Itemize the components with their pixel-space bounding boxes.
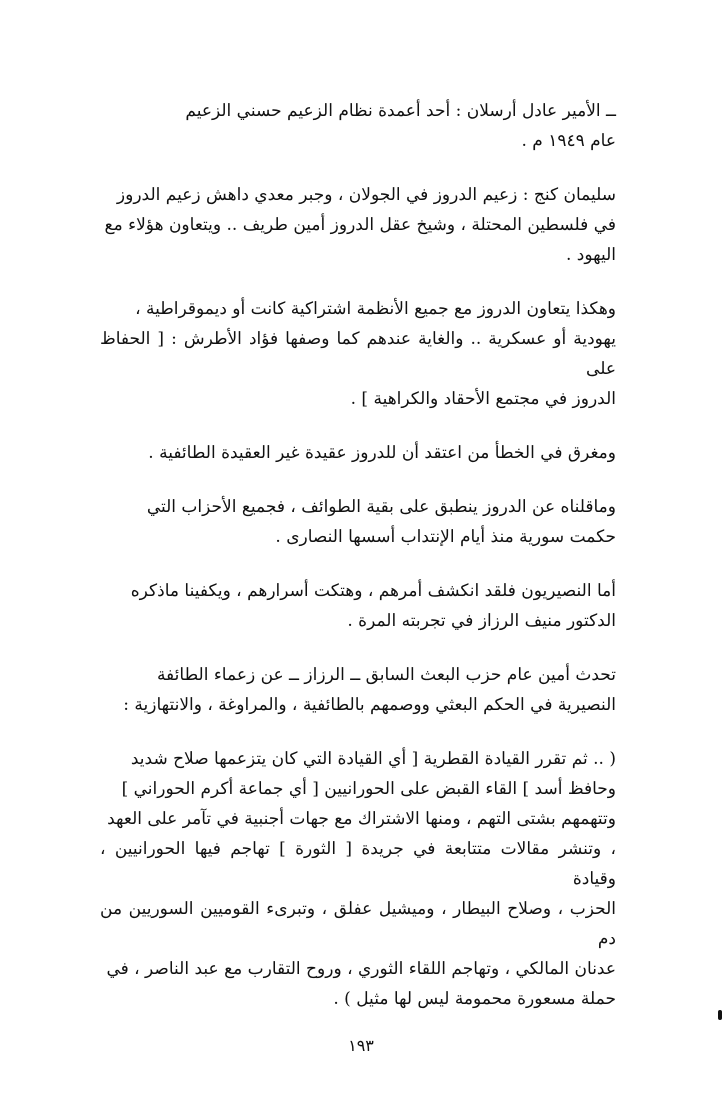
- paragraph-adel-arslan: ــ الأمير عادل أرسلان : أحد أعمدة نظام الزعيم حسني الزعيم عام ١٩٤٩ م .: [185, 101, 616, 151]
- paragraph-druze-cooperation: وهكذا يتعاون الدروز مع جميع الأنظمة اشتراكية كانت أو ديموقراطية ، يهودية أو عسكرية .. والغاية عندهم كما وصفها فؤاد الأطرش : [ الحفاظ على الدروز في مجتمع الأحقاد والكراهية ] .: [100, 299, 616, 409]
- body-text: [100, 96, 616, 1038]
- paragraph-suleiman-kanj: سليمان كنج : زعيم الدروز في الجولان ، وجبر معدي داهش زعيم الدروز في فلسطين المحتلة ، وشيخ عقل الدروز أمين طريف .. ويتعاون هؤلاء مع اليهود .: [104, 185, 616, 265]
- paragraph-other-sects: وماقلناه عن الدروز ينطبق على بقية الطوائف ، فجميع الأحزاب التي حكمت سورية منذ أيام الإنتداب أسسها النصارى .: [146, 497, 616, 547]
- paragraph-nusayris: أما النصيريون فلقد انكشف أمرهم ، وهتكت أسرارهم ، ويكفينا ماذكره الدكتور منيف الرزاز في تجربته المرة .: [130, 581, 616, 631]
- paragraph-sectarian-belief: ومغرق في الخطأ من اعتقد أن للدروز عقيدة غير العقيدة الطائفية .: [148, 443, 616, 463]
- page-number: ١٩٣: [348, 1036, 374, 1055]
- edge-mark: [718, 1010, 722, 1020]
- paragraph-razzaz-quote: ( .. ثم تقرر القيادة القطرية [ أي القيادة التي كان يتزعمها صلاح شديد وحافظ أسد ] القاء القبض على الحورانيين [ أي جماعة أكرم الحوراني ] وتتهمهم بشتى التهم ، ومنها الاشتراك مع جهات أجنبية في تآمر على العهد ، وتنشر مقالات متتابعة في جريدة [ الثورة ] تهاجم فيها الحورانيين ، وقيادة الحزب ، وصلاح البيطار ، وميشيل عفلق ، وتبرىء القوميين السوريين من دم عدنان المالكي ، وتهاجم اللقاء الثوري ، وروح التقارب مع عبد الناصر ، في حملة مسعورة محمومة ليس لها مثيل ) .: [100, 749, 616, 1009]
- paragraph-razzaz-intro: تحدث أمين عام حزب البعث السابق ــ الرزاز ــ عن زعماء الطائفة النصيرية في الحكم البعثي ووصمهم بالطائفية ، والمراوغة ، والانتهازية :: [123, 665, 616, 715]
